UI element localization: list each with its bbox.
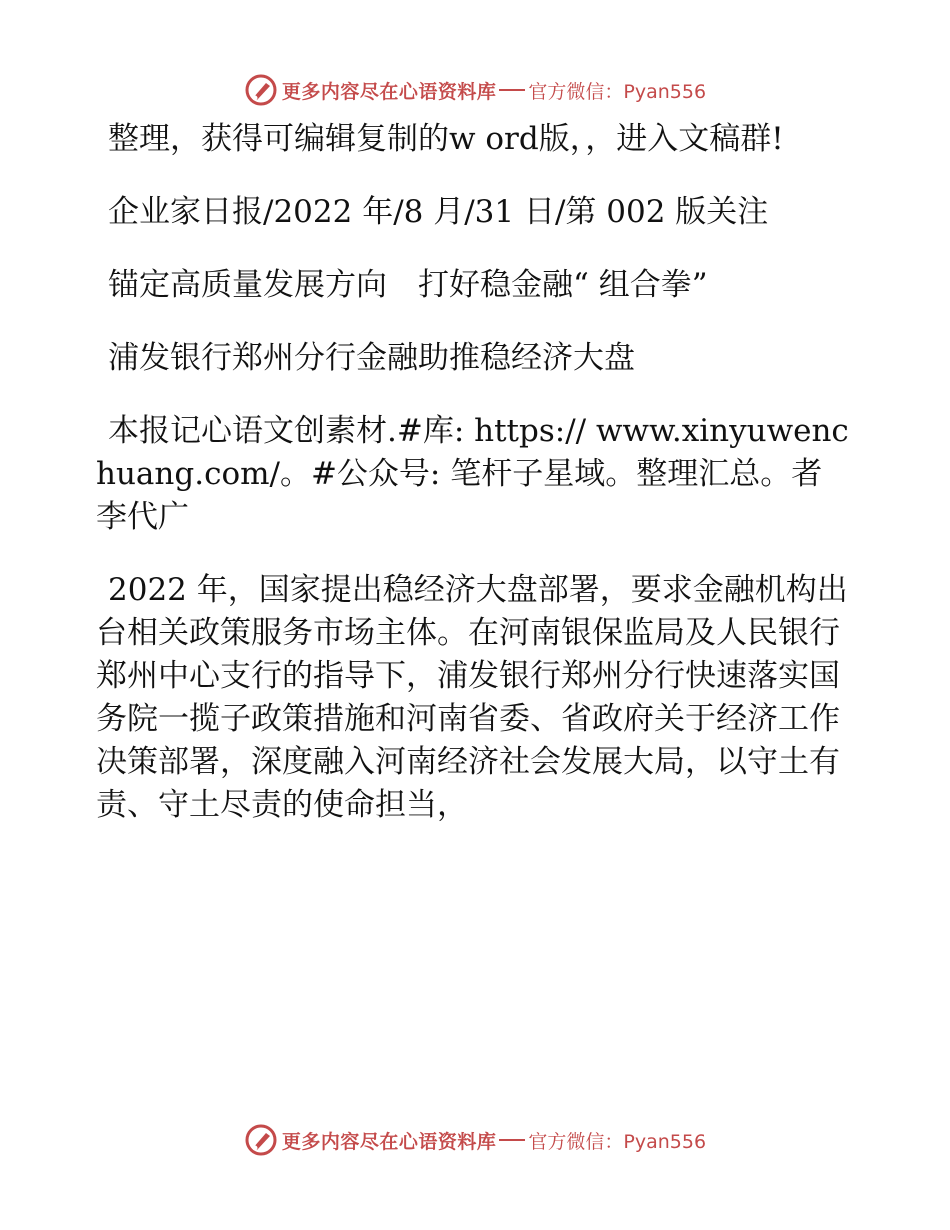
- paragraph-body: 2022 年，国家提出稳经济大盘部署，要求金融机构出台相关政策服务市场主体。在河南银保监局及人民银行郑州中心支行的指导下，浦发银行郑州分行快速落实国务院一揽子政策措施和河南省委、省政府关于经济工作决策部署，深度融入河南经济社会发展大局，以守土有责、守土尽责的使命担当，: [96, 572, 848, 823]
- footer-watermark: [0, 1120, 950, 1160]
- watermark-text: 更多内容尽在心语资料库: [281, 1130, 497, 1153]
- header-watermark: [0, 70, 950, 110]
- pen-circle-logo-icon: [244, 73, 278, 107]
- document-body: [96, 118, 856, 857]
- paragraph-intro: 整理，获得可编辑复制的w ord版，，进入文稿群!: [108, 121, 784, 157]
- pen-circle-logo-icon: [244, 1123, 278, 1157]
- watermark-separator: [499, 1139, 525, 1141]
- article-subtitle: 浦发银行郑州分行金融助推稳经济大盘: [108, 340, 635, 376]
- paragraph-source: 企业家日报/2022 年/8 月/31 日/第 002 版关注: [108, 194, 769, 230]
- watermark-account: 官方微信：Pyan556: [528, 80, 707, 103]
- watermark-account: 官方微信：Pyan556: [528, 1130, 707, 1153]
- paragraph-reporter: 本报记心语文创素材.#库: https:// www.xinyuwenchuang.com/。#公众号: 笔杆子星域。整理汇总。者 李代广: [96, 413, 854, 535]
- watermark-separator: [499, 89, 525, 91]
- watermark-text: 更多内容尽在心语资料库: [281, 80, 497, 103]
- article-title: 锚定高质量发展方向 打好稳金融“ 组合拳”: [108, 267, 708, 303]
